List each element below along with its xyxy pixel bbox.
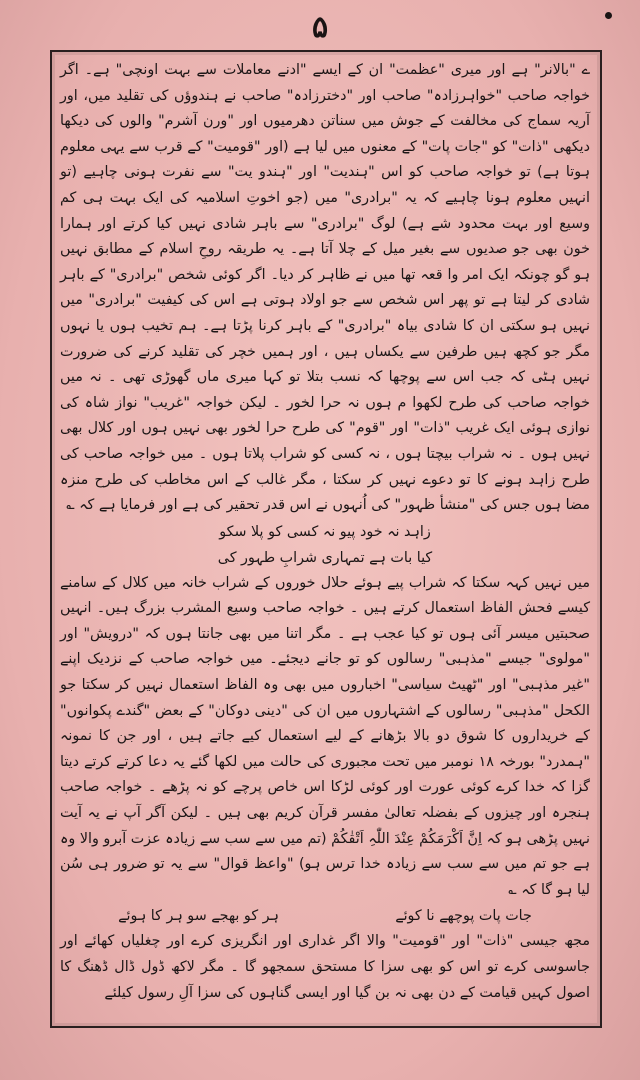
page-text-body <box>60 58 590 1018</box>
paragraph-3: مجھ جیسی "ذات" اور "قومیت" والا اگر غداری اور انگریزی کرے اور چغلیاں کھائے اور جاسوسی کرے تو اس کو بھی سزا کا مستحق سمجھو گا ۔ مگر لاکھ ڈول ڈال ڈھنگ کا اصول کہیں قیامت کے دن بھی نہ بن گیا اور ایسی گناہوں کی سزا آلِ رسول کیلئے <box>60 933 590 1001</box>
verse-1-line-1: زاہد نہ خود پیو نہ کسی کو پلا سکو <box>219 523 431 540</box>
page-number: ۵ <box>311 10 329 45</box>
verse-2-line-1: جات پات پوچھے نا کوئے <box>395 908 532 925</box>
verse-1-line-2: کیا بات ہے تمہاری شرابِ طہور کی <box>217 549 433 566</box>
paragraph-2: میں نہیں کہہ سکتا کہ شراب پیے ہوئے حلال خوروں کے شراب خانہ میں کلال کے سامنے کیسے فحش الفاظ استعمال کرتے ہیں ۔ خواجہ صاحب وسیع المشرب بزرگ ہیں۔ انہیں صحبتیں میسر آئی ہوں تو کیا عجب ہے ۔ مگر اتنا میں بھی جانتا ہوں کہ "درویش" اور "مولوی" جیسے "مذہبی" رسالوں کو تو جانے دیجئے۔ میں خواجہ صاحب کے نزدیک اپنے "غیر مذہبی" اور "ٹھیٹ سیاسی" اخباروں میں بھی وہ الفاظ استعمال نہیں کر سکتا جو الکحل "مذہبی" رسالوں کے اشتہاروں میں ان کی "دینی دوکان" کے بعض "گندے پکوانوں" کے خریداروں کا شوق دو بالا بڑھانے کے لیے استعمال کیے جاتے ہیں ، اور جن کا نمونہ "ہمدرد" بورخہ ۱۸ نومبر میں تحت مجبوری کی حالت میں لکھا گئے یہ دعا کرتے کرتے دیتا گزا کہ خدا کرے کوئی عورت اور کوئی لڑکا اس خاص پرچے کو نہ پڑھے ۔ خواجہ صاحب ہنجرہ اور چیزوں کے بفضلہ تعالیٰ مفسر قرآن کریم بھی ہیں ۔ لیکن آگر آپ نے یہ آیت نہیں پڑھی ہو کہ اِنَّ اَکْرَمَکُمْ عِنْدَ اللّٰہِ اَتْقٰکُمْ (تم میں سے سب سے زیادہ عزت آبرو والا وہ ہے جو تم میں سے سب سے زیادہ خدا ترس ہو) "واعظ قوال" سے یہ تو ضرور ہی سُن لیا ہو گا کہ ؎ <box>60 574 590 898</box>
paragraph-1: ے "بالانر" ہے اور میری "عظمت" ان کے ایسے "ادنے معاملات سے بہت اونچی" ہے۔ اگر خواجہ صاحب "خواہرزادہ" صاحب اور "دخترزادہ" صاحب نے ہندوؤں کی تقلید میں، اور آریہ سماج کی مخالفت کے جوش میں سناتن دھرمیوں اور "ورن آشرم" والوں کی دیکھا دیکھی "ذات" کو "جات پات" کے معنوں میں لیا ہے (اور "قومیت" کے قرب سے یہی معلوم ہوتا ہے) تو خواجہ صاحب کو اس "ہندیت" اور "ہندو یت" سے نفرت ہونی چاہیے (تو انہیں معلوم ہونا چاہیے کہ یہ "برادری" میں (جو اخوتِ اسلامیہ کی ایک بہت ہی کم وسیع اور بہت محدود شے ہے) لوگ "برادری" سے باہر شادی نہیں کیا کرتے اور ہمارا خون بھی جو صدیوں سے بغیر میل کے چلا آتا ہے۔ یہ طریقہ روحِ اسلام کے مطابق نہیں ہو گو چونکہ ایک امر وا قعہ تھا میں نے ظاہر کر دیا۔ اگر کوئی شخص "برادری" کے باہر شادی کر لیتا ہے تو پھر اس شخص سے جو اولاد ہوتی ہے اس کی کیفیت "برادری" میں نہیں ہو سکتی ان کا شادی بیاہ "برادری" کے باہر کرنا پڑتا ہے۔ ہم تخیب ہوں یا نہوں مگر جو کچھ ہیں طرفین سے یکساں ہیں ، اور ہمیں خچر کی تقلید کرنے کی ضرورت نہیں ہٹی کہ جب اس سے پوچھا کہ نسب بتلا تو کہا میری ماں گھوڑی تھی ۔ نہ میں خواجہ صاحب کی طرح لکھوا م ہوں نہ حرا لخور ۔ لیکن خواجہ "غریب" نواز شاہ کی نوازی ہوئی ایک غریب "ذات" اور "قوم" کی طرح حرا لخور بھی نہیں ہوں اور کلال بھی نہیں ہوں ۔ نہ شراب بیچتا ہوں ، نہ کسی کو شراب پلاتا ہوں ۔ میں خواجہ صاحب کی طرح زاہد ہونے کا تو دعوے نہیں کر سکتا ، مگر غالب کے اس مخاطب کی طرح منزہ مضا ہوں جس کی "منشأ ظہور" کی اُنہوں نے اس قدر تحقیر کی ہے اور فرمایا ہے کہ ؎ <box>60 62 590 514</box>
verse-2-line-2: ہر کو بھجے سو ہر کا ہوئے <box>118 908 279 925</box>
verse-2 <box>60 903 590 929</box>
ink-dot <box>605 12 612 19</box>
